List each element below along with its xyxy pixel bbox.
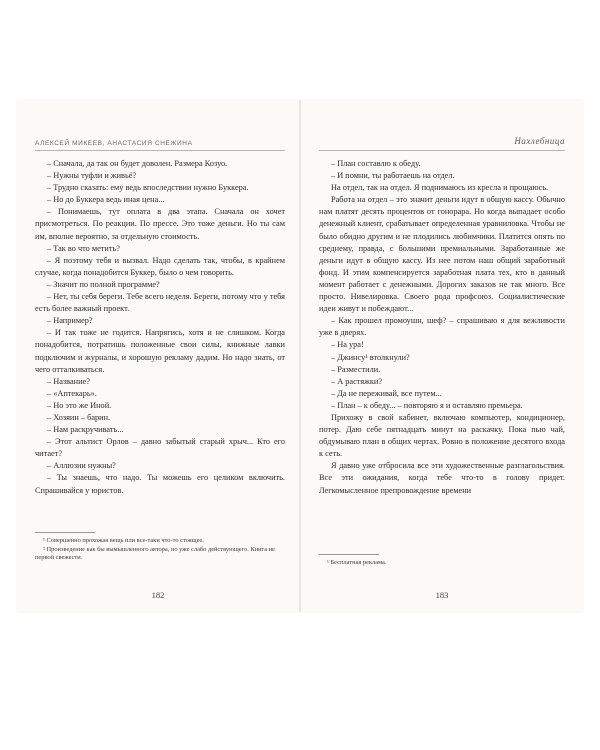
left-running-head: АЛЕКСЕЙ МИКЕЕВ, АНАСТАСИЯ СНЕЖИНА: [35, 140, 193, 147]
text-paragraph: – Так во что метить?: [47, 243, 120, 253]
text-paragraph: – Да не переживай, все путем...: [331, 388, 442, 398]
text-paragraph: На отдел, так на отдел. Я поднимаюсь из кресла и прощаюсь.: [331, 183, 549, 193]
right-page-body: [319, 158, 565, 497]
text-paragraph: – На ура!: [331, 340, 364, 350]
right-page: [301, 100, 583, 612]
text-paragraph: – Но до Буккера ведь иная цена...: [47, 195, 165, 205]
text-paragraph: – Джинсу¹ втолкнули?: [331, 352, 410, 362]
text-paragraph: Работа на отдел – это значит деньги идут в общую кассу. Обычно нам платят десять процентов от гонорара. Но когда выпадает особо денежный клиент, срабатывает определенная уравниловка. Чтобы не было обидно другим и не плодились любимчики. Платится опять по среднему, правда, с большими премиальными. Заработанные же деньги идут в общую кассу. Из нее потом наш общий заработный фонд. И этим компенсируется заработная плата тех, кто в данный момент работает с денежными. Дорогих заказов не так много. Все просто. Нивелировка. Своего рода профсоюз. Социалистические идеи живут и побеждают...: [319, 195, 565, 314]
text-paragraph: Прихожу в свой кабинет, включаю компьютер, кондиционер, потер. Даю себе пятнадцать минут на раскачку. Пока пью чай, обдумываю план в общих чертах. Ровно в положение десятого входа к сеть.: [319, 412, 565, 459]
text-paragraph: – Этот альтист Орлов – давно забытый старый хрыч... Кто его читает?: [35, 437, 285, 459]
text-paragraph: – Ты знаешь, что надо. Ты можешь его целиком включить. Спрашивайся у юристов.: [35, 473, 285, 495]
left-page-body: [35, 158, 285, 497]
text-paragraph: – План составлю к обеду.: [331, 159, 421, 168]
text-paragraph: – Нужны туфли и живьё?: [47, 171, 137, 181]
text-paragraph: Я давно уже отбросила все эти художественные разглагольствия. Все эти ожидания, когда тебе что-то в голову придет. Легкомысленное препровождение времени: [319, 461, 565, 495]
text-paragraph: – Например?: [47, 316, 93, 326]
right-header-rule: [319, 150, 565, 151]
text-paragraph: – Но это же Иной.: [47, 400, 112, 410]
text-paragraph: – И так тоже не годится. Напрягись, хотя и не слишком. Когда понадобится, потратишь положенные свои силы, книжные лавки подключим и журналы, и хорошую рекламу дадим. Но надо знать, от чего отталкиваться.: [35, 328, 285, 374]
text-paragraph: – Трудно сказать: ему ведь впоследствии нужно Буккера.: [47, 183, 249, 193]
text-paragraph: – Нам раскручивать...: [47, 425, 124, 435]
text-paragraph: – Хозяин – барин.: [47, 412, 111, 422]
text-paragraph: – Разместили.: [331, 364, 381, 374]
right-running-head: Нахлебница: [514, 136, 565, 146]
book-spread: [17, 100, 583, 612]
text-paragraph: – Как прошел промоушн, шеф? – спрашиваю я для вежливости уже в дверях.: [319, 316, 565, 338]
text-paragraph: – Сначала, да так он будет доволен. Размера Козуо.: [47, 159, 228, 168]
text-paragraph: – Значит по полной программе?: [47, 279, 160, 289]
left-page-number: 182: [151, 590, 165, 600]
left-footnotes: [35, 537, 285, 563]
text-paragraph: – План – к обеду... – повторяю я и оставляю премьера.: [331, 400, 523, 410]
footnote: ² Произведение как бы вымышленного автора, но уже слабо действующего. Книга не первой свежести.: [35, 545, 275, 562]
left-header-rule: [35, 150, 285, 151]
left-footnote-rule: [35, 532, 95, 533]
text-paragraph: – Я поэтому тебя и вызвал. Надо сделать так, чтобы, в крайнем случае, когда понадобится Буккер, было о чем говорить.: [35, 255, 285, 277]
text-paragraph: – Название?: [47, 376, 90, 386]
left-page: [17, 100, 299, 612]
footnote: ¹ Бесплатная реклама.: [327, 559, 387, 566]
text-paragraph: – Аллюзии нужны?: [47, 461, 116, 471]
text-paragraph: – Понимаешь, тут оплата в два этапа. Сначала он хочет присмотреться. По реакции. По прессе. Это тоже деньги. Но ты сам им, вполне вероятно, за отдельную стоимость.: [35, 207, 285, 241]
text-paragraph: – А растяжки?: [331, 376, 383, 386]
text-paragraph: – «Аптекарь».: [47, 388, 97, 398]
right-page-number: 183: [435, 590, 449, 600]
text-paragraph: – Нет, ты себя береги. Тебе всего неделя. Береги, потому что у тебя есть более важный проект.: [35, 292, 285, 314]
right-footnotes: [319, 559, 565, 568]
text-paragraph: – И помни, ты работаешь на отдел.: [331, 171, 455, 181]
right-footnote-rule: [319, 554, 379, 555]
footnote: ¹ Совершенно прохожая вещь или все-таки что-то стоящее.: [43, 537, 204, 544]
